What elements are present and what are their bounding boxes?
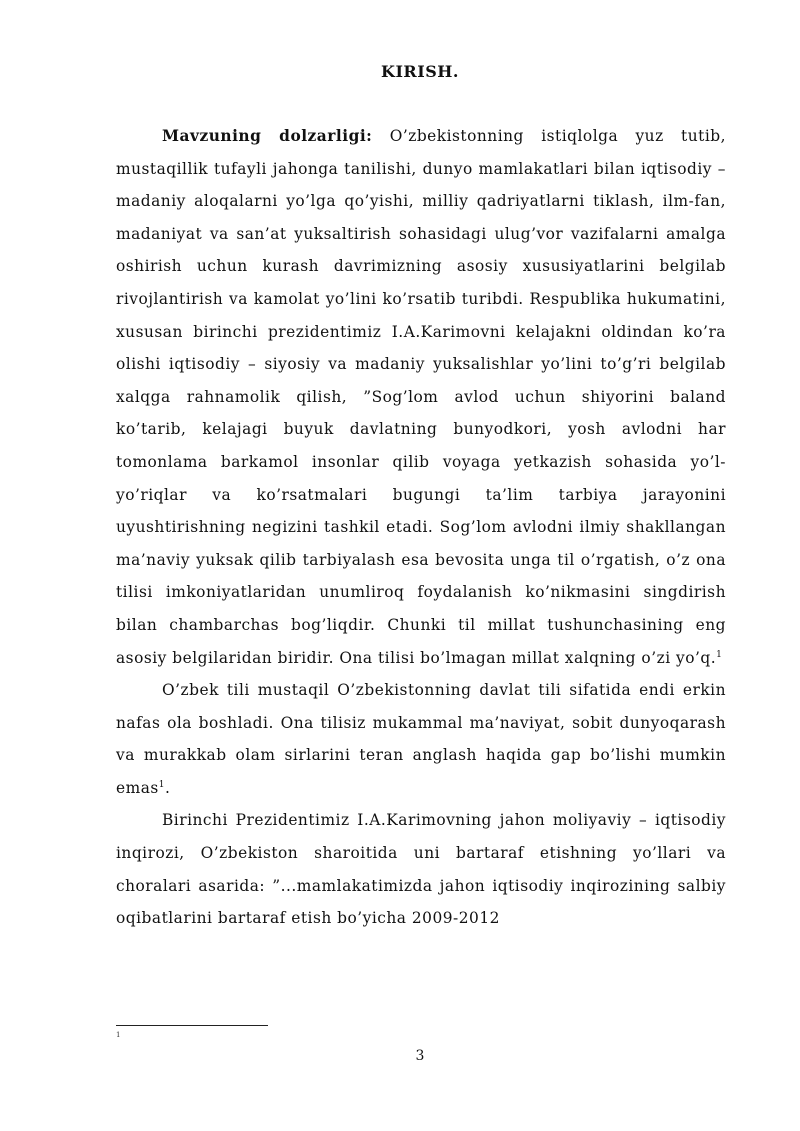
page-number: 3 — [415, 1048, 425, 1064]
paragraph-state-language — [116, 674, 726, 804]
footnote-marker: 1 — [116, 1031, 121, 1039]
footnote-reference[interactable]: 1 — [158, 779, 166, 790]
page-title: KIRISH. — [381, 62, 459, 81]
footnote-reference[interactable]: 1 — [716, 649, 723, 660]
body-text — [116, 120, 726, 935]
paragraph-text: O’zbek tili mustaqil O’zbekistonning davlat tili sifatida endi erkin nafas ola boshladi. Ona tilisiz mukammal ma’naviyat, sobit dunyoqarash va murakkab olam sirlarini teran anglash haqida gap bo’lishi mumkin emas — [116, 681, 726, 797]
paragraph-karimov-work — [116, 804, 726, 934]
footnote-divider — [116, 1025, 268, 1026]
paragraph-text: Birinchi Prezidentimiz I.A.Karimovning jahon moliyaviy – iqtisodiy inqirozi, O’zbekiston sharoitida uni bartaraf etishning yo’llari va choralari asarida: ”...mamlakatimizda jahon iqtisodiy inqirozining salbiy oqibatlarini bartaraf etish bo’yicha 2009-2012 — [116, 811, 726, 928]
paragraph-intro — [116, 120, 726, 674]
paragraph-tail: . — [165, 778, 171, 797]
paragraph-text: O’zbekistonning istiqlolga yuz tutib, mustaqillik tufayli jahonga tanilishi, dunyo mamlakatlari bilan iqtisodiy – madaniy aloqalarni yo’lga qo’yishi, milliy qadriyatlarni tiklash, ilm-fan, madaniyat va san’at yuksaltirish sohasidagi ulug’vor vazifalarni amalga oshirish uchun kurash davrimizning asosiy xususiyatlarini belgilab rivojlantirish va kamolat yo’lini ko’rsatib turibdi. Respublika hukumatini, xususan birinchi prezidentimiz I.A.Karimovni kelajakni oldindan ko’ra olishi iqtisodiy – siyosiy va madaniy yuksalishlar yo’lini to’g’ri belgilab xalqga rahnamolik qilish, ”Sog’lom avlod uchun shiyorini baland ko’tarib, kelajagi buyuk davlatning bunyodkori, yosh avlodni har tomonlama barkamol insonlar qilib voyaga yetkazish sohasida yo’l-yo’riqlar va ko’rsatmalari bugungi ta’lim tarbiya jarayonini uyushtirishning negizini tashkil etadi. Sog’lom avlodni ilmiy shakllangan ma’naviy yuksak qilib tarbiyalash esa bevosita unga til o’rgatish, o’z ona tilisi imkoniyatlaridan unumliroq foydalanish ko’nikmasini singdirish bilan chambarchas bog’liqdir. Chunki til millat tushunchasining eng asosiy belgilaridan biridir. Ona tilisi bo’lmagan millat xalqning o’zi yo’q. — [116, 127, 726, 667]
section-lead: Mavzuning dolzarligi: — [162, 127, 373, 145]
